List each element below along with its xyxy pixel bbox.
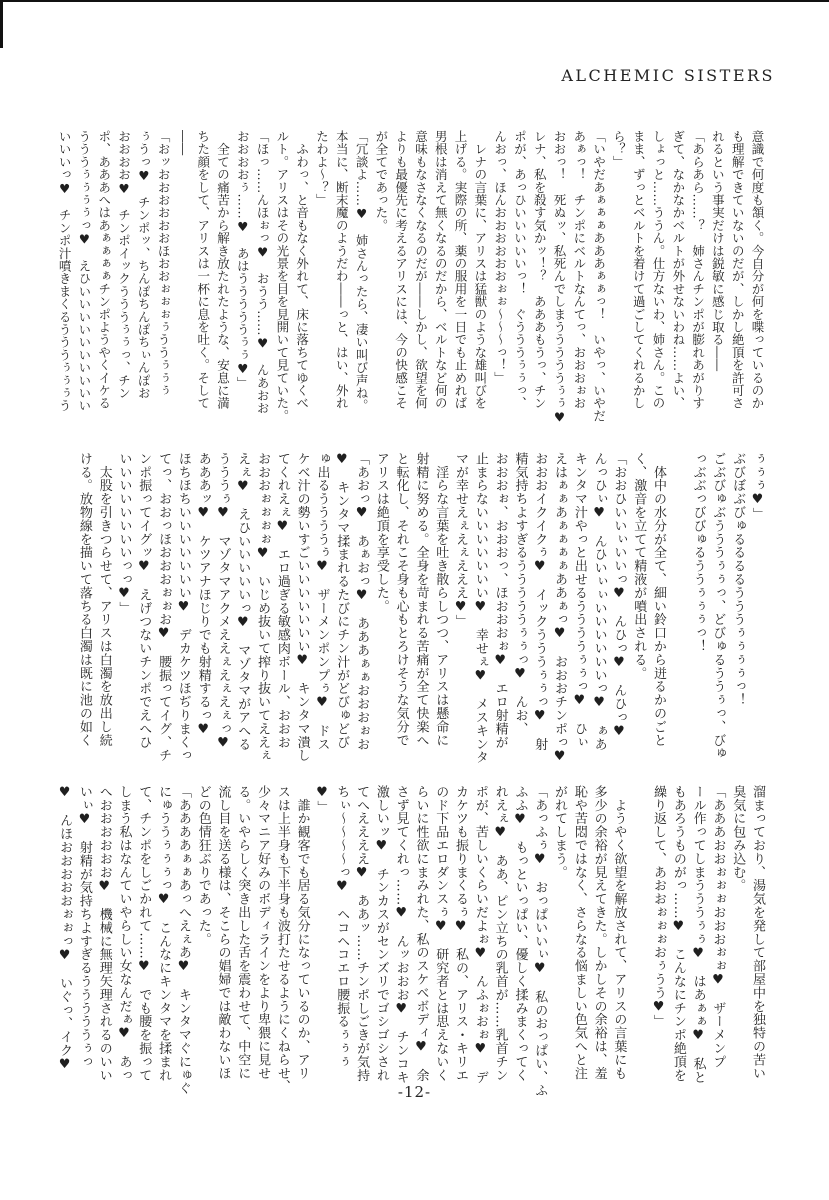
text-column: ♥ キンタマ揉まれるたびにチン汁がどびゅどび — [334, 452, 350, 749]
text-column: レナ、私を殺す気かッ！？ あああもうっ、チン — [532, 130, 548, 410]
text-column: あぁっ！ チンポにベルトなんてっ、おおおぉお — [571, 130, 587, 410]
text-column: ール作ってしまうううぅぅ♥ はあぁぁ♥ 私と — [690, 785, 706, 1084]
text-column: いぃ♥ 射精が気持ちよすぎるうううううぅっ — [76, 785, 92, 1069]
text-column: 太股を引きつらせて、アリスは白濁を放出し続 — [96, 452, 112, 747]
text-column: んおっ、ほんおおおおおおぉぉ～～～っ！」 — [492, 130, 508, 384]
text-column: ごぶびゅぶうううぅぅっ、どびゅるううぅっ、びゅ — [710, 452, 726, 761]
text-column: のド下品エロダンスぅ♥ 研究者とは思えないく — [433, 785, 449, 1082]
text-column: 恥や苦悶ではなく、さらなる悩ましい色気へと注 — [571, 785, 587, 1080]
text-column: て、チンポをしごかれて……♥ でも腰を振って — [136, 785, 152, 1082]
text-column: ふわっ、と音もなく外れて、床に落ちてゆくべ — [294, 130, 310, 410]
text-column: おおおイクイクぅ♥ イックうううぅぅっ♥ 射 — [532, 452, 548, 751]
text-column: ぎて、なかなかベルトが外せないわね……よい、 — [670, 130, 686, 410]
scan-edge-artifact-corner — [0, 0, 3, 48]
text-column: にゅううぅぅぅっ♥ こんなにキンタマを揉まれ — [156, 785, 172, 1082]
text-column: しまう私はなんていやらしい女なんだぁ♥ あっ — [116, 785, 132, 1082]
text-column: マが幸せえぇえぇえええ♥」 — [453, 452, 469, 629]
text-column: く、激音を立てて精液が噴出される。 — [631, 452, 647, 680]
scan-edge-artifact-top — [0, 0, 829, 2]
text-column: もあろうものがっ……♥ こんなにチンポ絶頂を — [670, 785, 686, 1082]
text-column: おおおおぅ……♥ あはうううううぅぅ♥」 — [235, 130, 251, 389]
text-column: 少々マニア好みのボディラインをより卑猥に見せ — [255, 785, 271, 1080]
text-column: どの色情狂ぶりであった。 — [195, 785, 211, 946]
text-column: てくれえぇ♥ エロ過ぎる敏感肉ボール、おおお — [274, 452, 290, 749]
text-column: レナの言葉に、アリスは猛獣のような雄叫びを — [472, 130, 488, 410]
text-column: 「おッおおおおおおほおおぉぉぉぅううぅぅぅ — [156, 130, 172, 397]
text-column: 「あああおおぉぉぉおおおぉぉ♥ ザーメンプ — [710, 785, 726, 1069]
blank-column — [668, 452, 688, 776]
text-column: ふふ♥ もっといっぱい、優しく揉みまくってく — [512, 785, 528, 1082]
text-column: んっひぃ♥ んひいぃぃいいいいいいっ♥ ぁあ — [591, 452, 607, 751]
text-column: へおおおおおお♥ 機械に無理矢理されるのいい — [96, 785, 112, 1082]
text-column: しょっと……ううん。仕方ないわ、姉さん。この — [651, 130, 667, 410]
text-column: いいいいいいいいっっ♥」 — [116, 452, 132, 615]
text-column: 臭気に包み込む。 — [730, 785, 746, 893]
text-column: ら？」 — [611, 130, 627, 169]
text-column: 多少の余裕が見えてきた。しかしその余裕は、羞 — [591, 785, 607, 1080]
text-column: てっ、おおっほおおおぉぉお♥ 腰振ってイグ、チ — [156, 452, 172, 763]
text-column: ンポ振ってイグッ♥ えげつないチンポでえへひ — [136, 452, 152, 749]
text-column: 「ほっ……んほぉっ♥ おうう……♥ んあおお — [255, 130, 271, 415]
text-column: おおおお♥ チンポイックうううぅぅっ、チン — [116, 130, 132, 400]
text-column: 「あおっ♥ あぁおっ♥ あああぁぁおおおぉお — [354, 452, 370, 751]
text-column: おおおぉぉぉぉ♥ いじめ抜いて搾り抜いてええぇ — [255, 452, 271, 763]
text-column: ルト。アリスはその光景を目を見開いて見ていた。 — [274, 130, 290, 423]
text-column: 激しいッ♥ チンカスがセンズリでゴシゴシされ — [373, 785, 389, 1082]
text-column: スは上半身も下半身も波打たせるようにくねらせ、 — [274, 785, 290, 1094]
text-column: 本当に、断末魔のようだわ――っと、はい、外れ — [334, 130, 350, 410]
text-column: 全ての痛苦から解き放たれたような、安息に満 — [215, 130, 231, 410]
text-column: うううぅぅぅぅっ♥ えひいいいいいいいいいい — [76, 130, 92, 412]
text-column: 溜まっており、湯気を発して部屋中を独特の苦い — [750, 785, 765, 1080]
text-column: ポが、あっひいいいいいっ！ ぐうううぅぅっ、 — [512, 130, 528, 410]
text-column: てへええええ♥ ああッ……チンポしごきが気持 — [354, 785, 370, 1082]
text-column: ポが、苦しいくらいだよぉ♥ んふぉおぉ♥ デ — [472, 785, 488, 1084]
text-band-bottom — [54, 785, 767, 1109]
doujin-title: ALCHEMIC SISTERS — [561, 66, 775, 85]
text-column: も理解できていないのだが、しかし絶頂を許可さ — [730, 130, 746, 410]
text-column: 男根は消えて無くなるのだから、ベルトなど何の — [433, 130, 449, 410]
text-column: れえぇ♥ ああ、ピン立ちの乳首が……乳首チン — [492, 785, 508, 1082]
text-column: ちた顔をして、アリスは一杯に息を吐く。そして — [195, 130, 211, 410]
blank-column — [628, 785, 648, 1109]
text-column: 「冗談よ……♥ 姉さんったら、凄い叫び声ね。 — [354, 130, 370, 412]
text-column: 「いやだあぁぁぁあああぁぁっ！ いやっ、いやだ — [591, 130, 607, 423]
text-column: えぇ♥ えひいいいいいっ♥ マゾタマがアへる — [235, 452, 251, 751]
text-column: れるという事実だけは鋭敏に感じ取る―― — [710, 130, 726, 372]
text-column: アリスは絶頂を享受した。 — [373, 452, 389, 613]
text-column: いいいっ♥ チンポ汁噴きまくるうううぅぅぅう — [57, 130, 73, 412]
text-column: ゅ出るううううぅ♥ ザーメンポンプぅ♥ ドス — [314, 452, 330, 751]
text-column: 「あっふぅ♥ おっぱいいぃ♥ 私のおっぱい、ふ — [532, 785, 548, 1098]
text-column: っぶぶっびびゅるううぅぅぅっ！ — [690, 452, 706, 653]
text-column: うううぅ♥ マゾタマアクメええぇえぇえぇっ♥ — [215, 452, 231, 751]
text-column: ぶびぼぶびゅるるるるうううぅぅぅぅっ！ — [730, 452, 746, 707]
text-column: と転化し、それこそ身も心もとろけそうな気分で — [393, 452, 409, 747]
text-column: たわよ～？」 — [314, 130, 330, 207]
text-column: ―― — [175, 130, 191, 156]
text-column: ♥ んほおおおおおぉぉっ♥ いぐっ、イク♥ — [57, 785, 73, 1073]
text-column: がれてしまう。 — [552, 785, 568, 879]
text-column: 上げる。実際の所、薬の服用を一日でも止めれば — [453, 130, 469, 410]
text-column: 意味もなさなくなるのだが――しかし、欲望を何 — [413, 130, 429, 410]
text-column: ケベ汁の勢いすごいいいいいいい♥ キンタマ潰し — [294, 452, 310, 763]
text-column: 「おおひいいぃいいっ♥ んひっ♥ んひっ♥ — [611, 452, 627, 740]
text-column: 意識で何度も頷く。今自分が何を喋っているのか — [750, 130, 765, 410]
text-column: キンタマ汁やっと出せるううううぅぅっ♥ ひぃ — [571, 452, 587, 749]
text-band-top — [54, 130, 767, 425]
text-column: 繰り返して、あおおぉぉぉおぅうう♥」 — [651, 785, 667, 1029]
text-column: カケツも振りまくるぅ♥ 私の、アリス・キリエ — [453, 785, 469, 1082]
text-column: 淫らな言葉を吐き散らしつつ、アリスは懸命に — [433, 452, 449, 747]
page-number: -12- — [397, 1083, 432, 1101]
text-column: おおっ！ 死ぬッ、私死んでしまうううううぅぅ♥ — [552, 130, 568, 425]
text-column: ちぃ～～～～っ♥ ヘコヘコエロ腰振るぅぅぅ — [334, 785, 350, 1069]
text-column: まま、ずっとベルトを着けて過ごしてくれるかし — [631, 130, 647, 410]
text-column: 「あらあら……？ 姉さんチンポが膨れあがりす — [690, 130, 706, 410]
text-column: よりも最優先に考えるアリスには、今の快感こそ — [393, 130, 409, 410]
text-column: ♥」 — [314, 785, 330, 814]
text-band-middle — [74, 452, 767, 776]
text-column: さず見てくれっ……♥ んッおおお♥ チンコキ — [393, 785, 409, 1084]
text-column: 精気持ちよすぎるうううううぅぅっ♥ んお、 — [512, 452, 528, 736]
text-column: 射精に努める。全身を苛まれる苦痛が全て快楽へ — [413, 452, 429, 747]
text-column: が全てであった。 — [373, 130, 389, 232]
text-column: ポ、あああへはあぁぁぁぁチンポようやくイケる — [96, 130, 112, 410]
text-column: らいに性欲にまみれた、私のスケベボディ♥ 余 — [413, 785, 429, 1082]
text-column: ける。放物線を描いて落ちる白濁は既に池の如く — [76, 452, 92, 747]
text-column: 誰か観客でも居る気分になっているのか、アリ — [294, 785, 310, 1080]
text-column: 「ああああぁぁあっへえぇあ♥ キンタマぐにゅぐ — [175, 785, 191, 1096]
text-column: あああッ♥ ケツアナほじりでも射精するっ♥ — [195, 452, 211, 738]
text-column: ようやく欲望を解放されて、アリスの言葉にも — [611, 785, 627, 1080]
text-column: 止まらないいいいいいい♥ 幸せぇ♥ メスキンタ — [472, 452, 488, 765]
text-column: ほちほちいいいいいいい♥ デカケツほぢりまくっ — [175, 452, 191, 763]
text-column: えはぁぁあぁぁぁぁああぁっ♥ おおおチンポっ♥ — [552, 452, 568, 765]
text-column: ぅうっ♥ チンポッ、ちんぽちんぽちぃんぽお — [136, 130, 152, 400]
text-column: おおおぉ、おおおっ、ほおおおぉ♥ エロ射精が — [492, 452, 508, 749]
text-column: ぅぅぅ♥」 — [750, 452, 765, 521]
text-column: 体中の水分が全て、細い鈴口から迸るかのごと — [651, 452, 667, 747]
text-column: 流し目を送る様は、そこらの娼婦では敵わないほ — [215, 785, 231, 1080]
text-column: る。いやらしく突き出した舌を震わせて、中空に — [235, 785, 251, 1080]
